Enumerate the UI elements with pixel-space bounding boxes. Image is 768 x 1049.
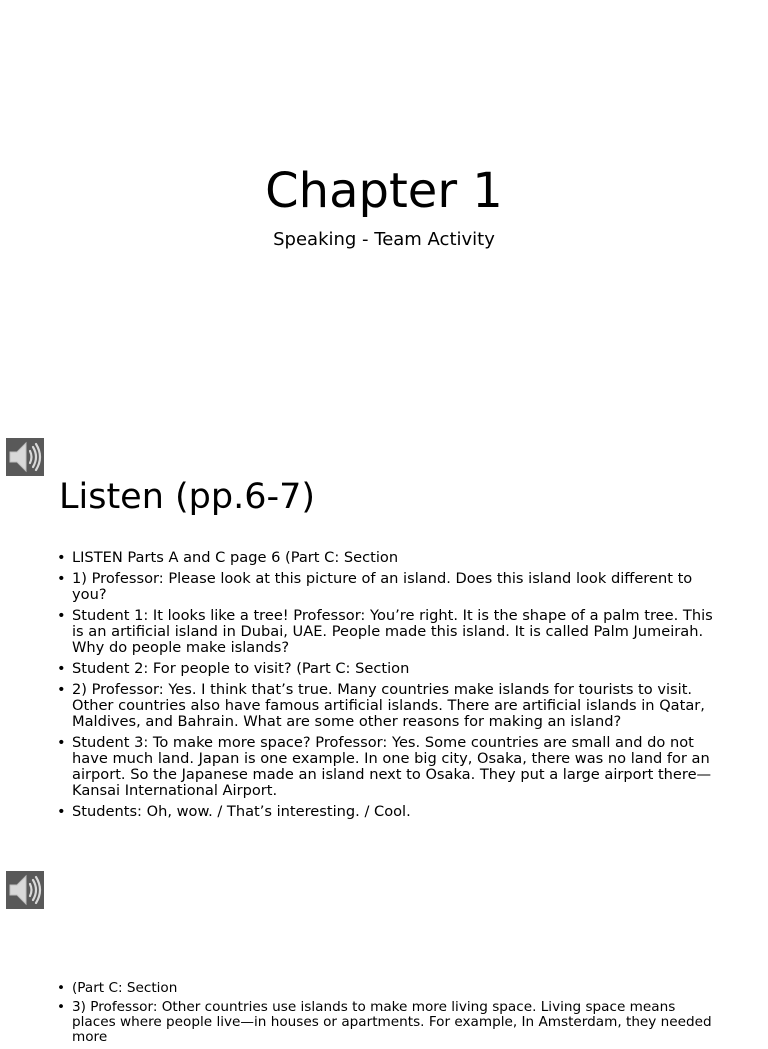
bullet-list (55, 550, 715, 825)
list-item: • Student 1: It looks like a tree! Professor: You’re right. It is the shape of a palm tree. This is an artificial island in Dubai, UAE. People made this island. It is called Palm Jumeirah. Why do people make islands? (55, 608, 715, 656)
bullet-list (55, 981, 715, 1049)
slide-title: Chapter 1 (265, 163, 503, 219)
list-item: • (Part C: Section (55, 981, 715, 996)
speaker-icon-graphic (6, 438, 44, 476)
list-item: • 1) Professor: Please look at this picture of an island. Does this island look different to you? (55, 571, 715, 603)
list-item: • 2) Professor: Yes. I think that’s true. Many countries make islands for tourists to visit. Other countries also have famous artificial islands. There are artificial islands in Qatar, Maldives, and Bahrain. What are some other reasons for making an island? (55, 682, 715, 730)
section-title: Listen (pp.6-7) (59, 477, 316, 517)
speaker-icon[interactable] (6, 871, 44, 909)
list-item: • Students: Oh, wow. / That’s interesting. / Cool. (55, 804, 715, 820)
slide-subtitle: Speaking - Team Activity (273, 229, 495, 250)
speaker-icon[interactable] (6, 438, 44, 476)
list-item: • Student 3: To make more space? Professor: Yes. Some countries are small and do not have much land. Japan is one example. In one big city, Osaka, there was no land for an airport. So the Japanese made an island next to Osaka. They put a large airport there—Kansai International Airport. (55, 735, 715, 799)
list-item: • LISTEN Parts A and C page 6 (Part C: Section (55, 550, 715, 566)
speaker-icon-graphic (6, 871, 44, 909)
list-item: • Student 2: For people to visit? (Part C: Section (55, 661, 715, 677)
list-item: • 3) Professor: Other countries use islands to make more living space. Living space means places where people live—in houses or apartments. For example, In Amsterdam, they needed more (55, 1000, 715, 1045)
